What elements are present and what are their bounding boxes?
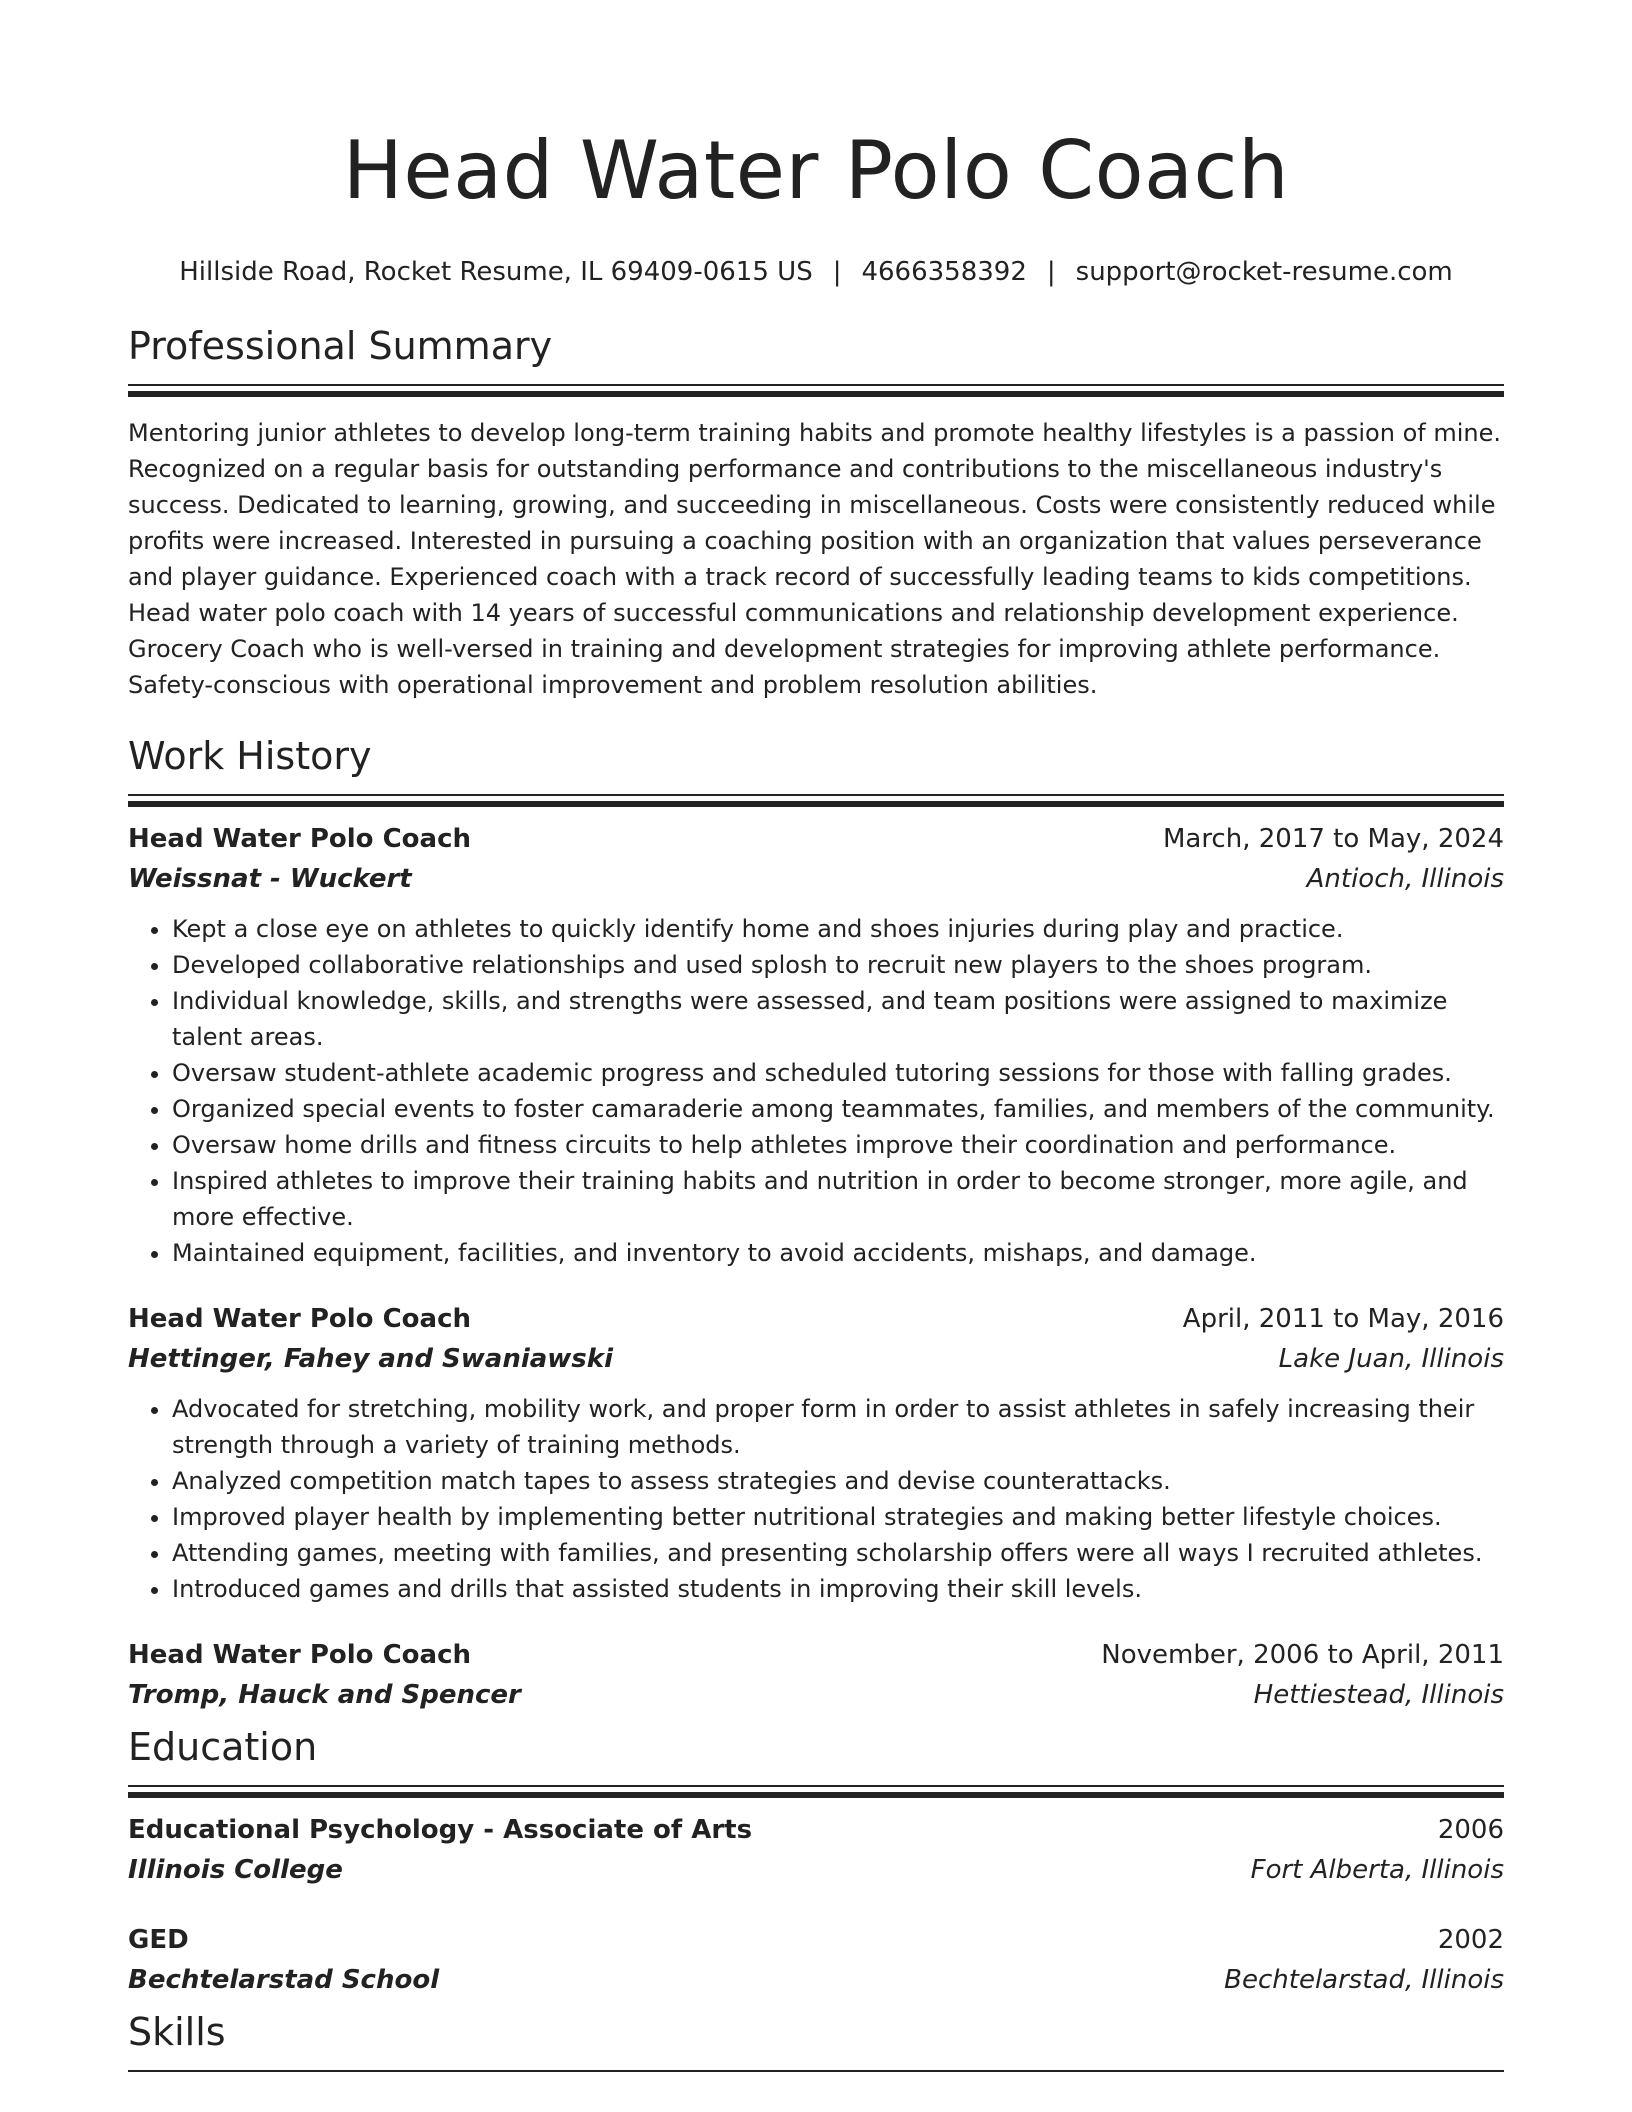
education-entry (128, 1810, 1504, 1890)
list-item: • Introduced games and drills that assisted students in improving their skill levels. (172, 1571, 1504, 1607)
contact-separator: | (1046, 257, 1056, 287)
job-dates: November, 2006 to April, 2011 (1101, 1640, 1504, 1670)
job-subheader (128, 859, 1504, 899)
education-school: Bechtelarstad School (128, 1965, 440, 1995)
job-title: Head Water Polo Coach (128, 1640, 471, 1670)
education-section (128, 1723, 1504, 2000)
education-entry (128, 1920, 1504, 2000)
section-divider (128, 2070, 1504, 2072)
list-item: • Oversaw student-athlete academic progress and scheduled tutoring sessions for those with falling grades. (172, 1055, 1504, 1091)
job-location: Hettiestead, Illinois (1253, 1680, 1504, 1710)
job-location: Antioch, Illinois (1306, 864, 1504, 894)
education-year: 2002 (1437, 1925, 1504, 1955)
skills-section (128, 2008, 1504, 2072)
contact-address: Hillside Road, Rocket Resume, IL 69409-0615 US (179, 257, 813, 287)
section-heading-skills: Skills (128, 2010, 226, 2054)
job-entry (128, 819, 1504, 1271)
list-item: • Improved player health by implementing better nutritional strategies and making better lifestyle choices. (172, 1499, 1504, 1535)
list-item: • Developed collaborative relationships and used splosh to recruit new players to the shoes program. (172, 947, 1504, 983)
job-header (128, 819, 1504, 859)
job-header (128, 1299, 1504, 1339)
summary-section (128, 322, 1504, 703)
job-entry (128, 1299, 1504, 1607)
job-dates: April, 2011 to May, 2016 (1182, 1304, 1504, 1334)
list-item: • Individual knowledge, skills, and strengths were assessed, and team positions were assigned to maximize talent areas. (172, 983, 1504, 1055)
job-employer: Tromp, Hauck and Spencer (128, 1680, 521, 1710)
list-item: • Maintained equipment, facilities, and inventory to avoid accidents, mishaps, and damage. (172, 1235, 1504, 1271)
job-header (128, 1635, 1504, 1675)
section-divider (128, 1785, 1504, 1787)
education-year: 2006 (1437, 1815, 1504, 1845)
education-location: Bechtelarstad, Illinois (1224, 1965, 1504, 1995)
list-item: • Analyzed competition match tapes to assess strategies and devise counterattacks. (172, 1463, 1504, 1499)
education-subheader (128, 1850, 1504, 1890)
job-subheader (128, 1339, 1504, 1379)
work-history-section (128, 732, 1504, 1715)
list-item: • Advocated for stretching, mobility work, and proper form in order to assist athletes in safely increasing their strength through a variety of training methods. (172, 1391, 1504, 1463)
section-divider (128, 801, 1504, 807)
contact-line (128, 254, 1504, 290)
education-degree: GED (128, 1925, 189, 1955)
education-degree: Educational Psychology - Associate of Arts (128, 1815, 753, 1845)
list-item: • Organized special events to foster camaraderie among teammates, families, and members of the community. (172, 1091, 1504, 1127)
list-item: • Kept a close eye on athletes to quickly identify home and shoes injuries during play and practice. (172, 911, 1504, 947)
contact-separator: | (832, 257, 842, 287)
section-divider (128, 391, 1504, 397)
job-employer: Hettinger, Fahey and Swaniawski (128, 1344, 613, 1374)
education-header (128, 1920, 1504, 1960)
list-item: • Inspired athletes to improve their training habits and nutrition in order to become stronger, more agile, and more effective. (172, 1163, 1504, 1235)
education-location: Fort Alberta, Illinois (1250, 1855, 1504, 1885)
job-bullets (128, 1391, 1504, 1607)
section-divider (128, 384, 1504, 386)
job-subheader (128, 1675, 1504, 1715)
education-school: Illinois College (128, 1855, 343, 1885)
resume-title: Head Water Polo Coach (342, 124, 1290, 217)
section-heading-work: Work History (128, 734, 372, 778)
job-location: Lake Juan, Illinois (1278, 1344, 1504, 1374)
contact-phone: 4666358392 (861, 257, 1027, 287)
list-item: • Attending games, meeting with families, and presenting scholarship offers were all ways I recruited athletes. (172, 1535, 1504, 1571)
section-divider (128, 794, 1504, 796)
education-header (128, 1810, 1504, 1850)
job-entry (128, 1635, 1504, 1715)
job-dates: March, 2017 to May, 2024 (1162, 824, 1504, 854)
job-employer: Weissnat - Wuckert (128, 864, 412, 894)
list-item: • Oversaw home drills and fitness circuits to help athletes improve their coordination and performance. (172, 1127, 1504, 1163)
summary-text: Mentoring junior athletes to develop long-term training habits and promote healthy lifestyles is a passion of mine. Recognized on a regular basis for outstanding performance and contributions to the miscellaneous industry's success. Dedicated to learning, growing, and succeeding in miscellaneous. Costs were consistently reduced while profits were increased. Interested in pursuing a coaching position with an organization that values perseverance and player guidance. Experienced coach with a track record of successfully leading teams to kids competitions. Head water polo coach with 14 years of successful communications and relationship development experience. Grocery Coach who is well-versed in training and development strategies for improving athlete performance. Safety-conscious with operational improvement and problem resolution abilities. (128, 419, 1501, 699)
contact-email: support@rocket-resume.com (1075, 257, 1453, 287)
section-heading-education: Education (128, 1725, 318, 1769)
education-subheader (128, 1960, 1504, 2000)
section-heading-summary: Professional Summary (128, 324, 553, 368)
job-bullets (128, 911, 1504, 1271)
job-title: Head Water Polo Coach (128, 824, 471, 854)
section-divider (128, 1792, 1504, 1798)
job-title: Head Water Polo Coach (128, 1304, 471, 1334)
